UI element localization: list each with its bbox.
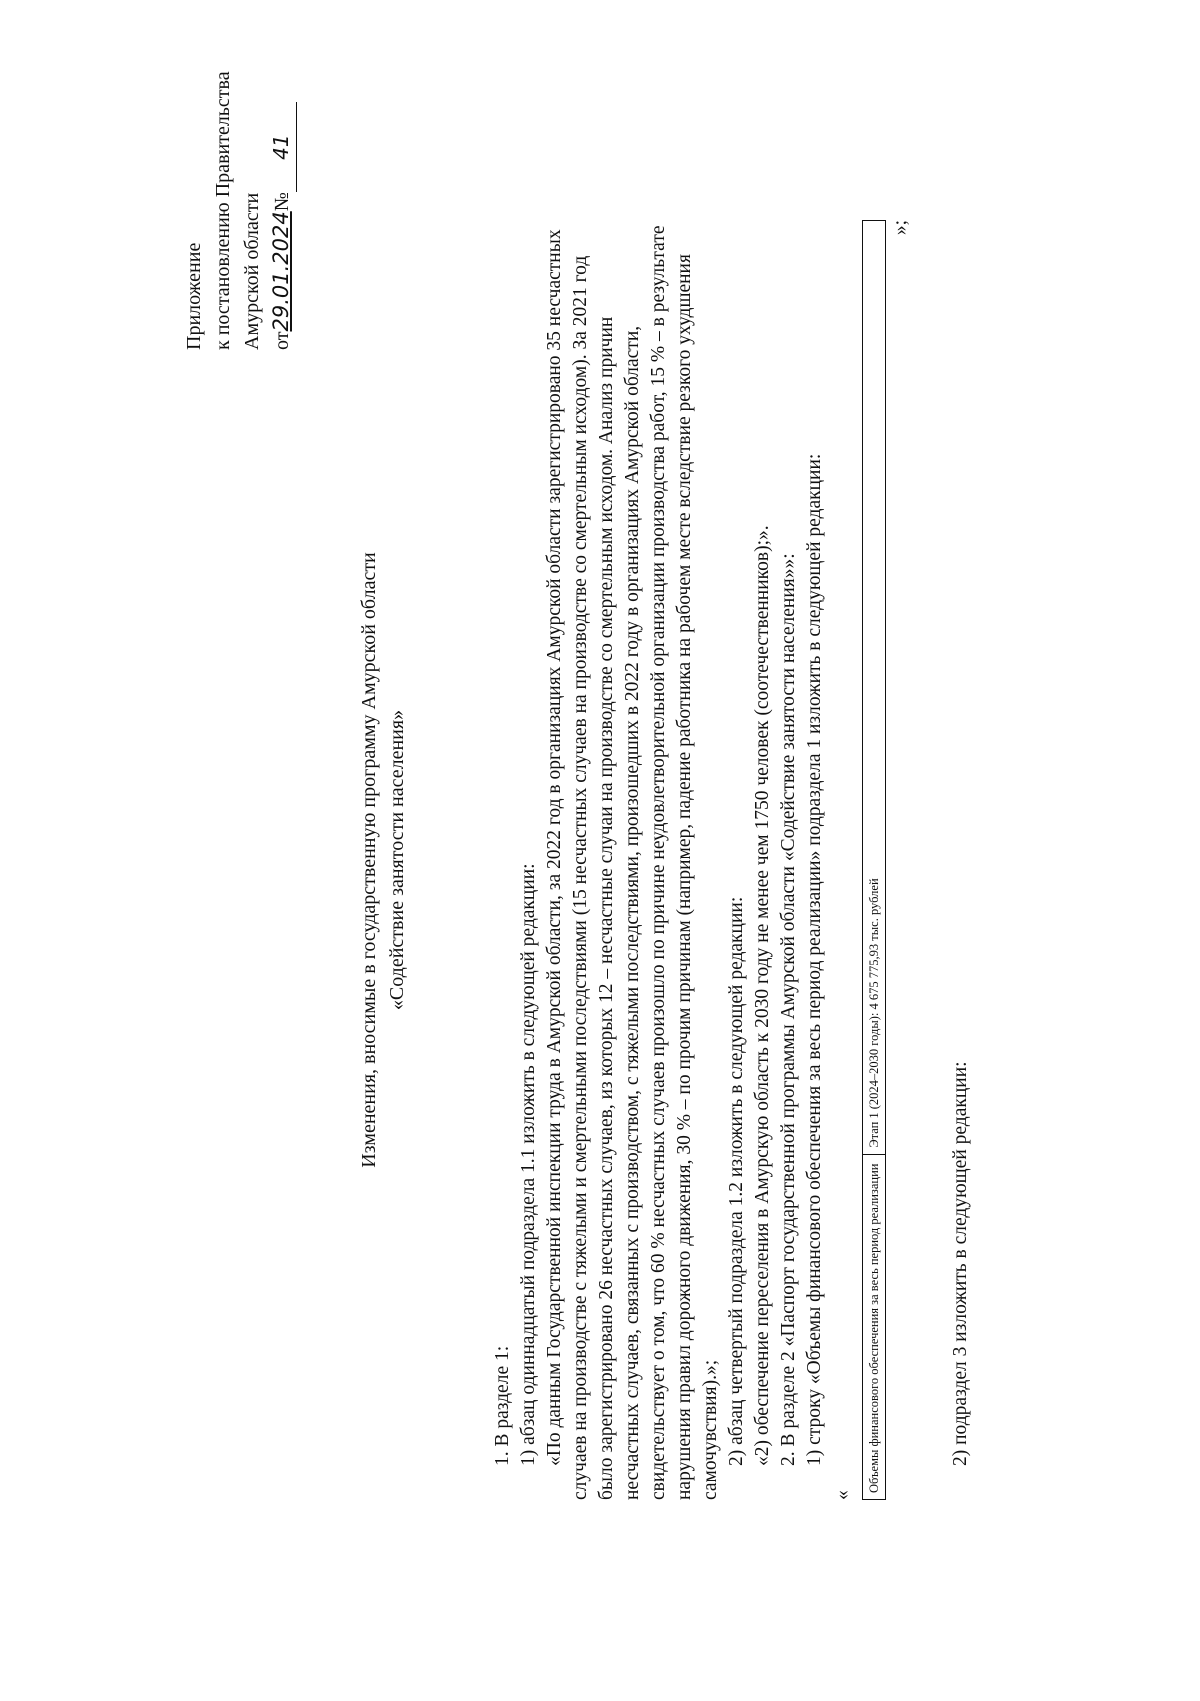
appendix-title: Приложение <box>183 242 205 350</box>
handwritten-number: 41 <box>267 102 297 192</box>
title-line: Изменения, вносимые в государственную программу Амурской области <box>358 552 380 1168</box>
appendix-line: Амурской области <box>241 192 263 350</box>
paragraph: 1) строку «Объемы финансового обеспечения за весь период реализации» подраздела 1 изложить в следующей редакции: <box>804 453 825 1466</box>
table-cell-value: Этап 1 (2024–2030 годы): 4 675 775,93 тыс. рублей <box>863 221 886 1155</box>
paragraph: 2) подраздел 3 изложить в следующей редакции: <box>950 1061 971 1466</box>
date-prefix: от <box>271 331 293 350</box>
section-heading: 2. В разделе 2 «Паспорт государственной программы Амурской области «Содействие занятости населения»»: <box>778 553 799 1466</box>
table-cell-label: Объемы финансового обеспечения за весь период реализации <box>863 1154 886 1499</box>
table-row <box>863 221 886 1500</box>
quoted-paragraph: «По данным Государственной инспекции труда в Амурской области, за 2022 год в организациях Амурской области зарегистрировано 35 несчастных случаев на производстве с тяжелыми и смертельными последствиями (15 несчастных случаев на производстве со смертельным исходом). За 2021 год было зарегистрировано 26 несчастных случаев, из которых 12 – несчастные случаи на производстве со смертельным исходом. Анализ причин несчастных случаев, связанных с производством, с тяжелыми последствиями, произошедших в 2022 году в организациях Амурской области, свидетельствует о том, что 60 % несчастных случаев произошло по причине неудовлетворительной организации производства работ, 15 % – в результате нарушения правил дорожного движения, 30 % – по прочим причинам (например, падение работника на рабочем месте вследствие резкого ухудшения самочувствия).»; <box>544 225 721 1500</box>
quoted-paragraph: «2) обеспечение переселения в Амурскую область к 2030 году не менее чем 1750 человек (соотечественников);». <box>752 525 773 1466</box>
appendix-block <box>180 71 297 350</box>
title-line: «Содействие занятости населения» <box>386 709 408 1011</box>
quote-open-mark: « <box>832 1490 853 1500</box>
document-body <box>490 220 974 1500</box>
paragraph: 1) абзац одиннадцатый подраздела 1.1 изложить в следующей редакции: <box>518 863 539 1466</box>
document-title <box>355 210 411 1510</box>
quote-close-mark: »; <box>890 220 911 236</box>
paragraph: 2) абзац четвертый подраздела 1.2 изложить в следующей редакции: <box>726 896 747 1466</box>
document-page <box>10 40 1130 1680</box>
number-label: № <box>271 192 293 212</box>
section-heading: 1. В разделе 1: <box>492 1345 513 1466</box>
handwritten-date: 29.01.2024 <box>269 211 293 332</box>
appendix-line: к постановлению Правительства <box>212 71 234 350</box>
finance-table <box>862 220 886 1500</box>
appendix-date-line <box>267 71 297 350</box>
